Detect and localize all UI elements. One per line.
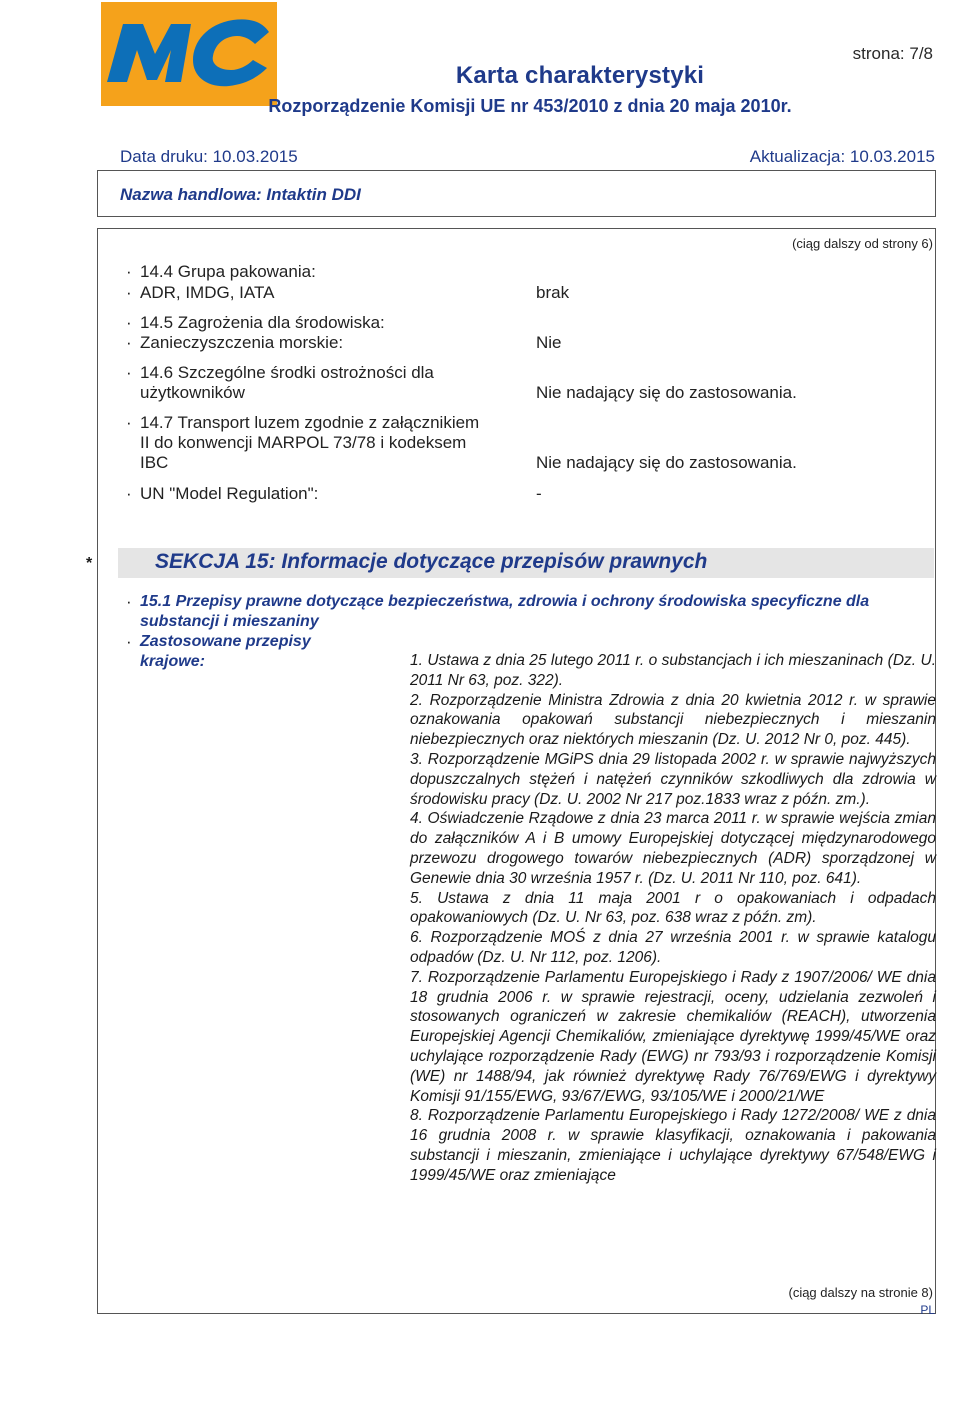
print-date: Data druku: 10.03.2015 [120,147,298,166]
environment-heading: 14.5 Zagrożenia dla środowiska: [140,313,385,332]
bullet-dot: · [126,333,132,352]
packing-group-value: brak [536,283,570,302]
page-number: strona: 7/8 [852,44,933,63]
regulation-item: 3. Rozporządzenie MGiPS dnia 29 listopada 2002 r. w sprawie najwyższych dopuszczalnych stężeń i natężeń czynników szkodliwych dla zdrowia w środowisku pracy (Dz. U. 2002 Nr 217 poz.1833 wraz z późn. zm.). [410,750,936,808]
packing-group-heading: 14.4 Grupa pakowania: [140,262,316,281]
language-code: PL [920,1303,935,1317]
bullet-dot: · [126,484,132,503]
special-precautions-label-cont: użytkowników [140,383,245,402]
trade-name: Nazwa handlowa: Intaktin DDI [120,185,361,204]
bullet-dot: · [126,363,132,382]
regulation-item: 4. Oświadczenie Rządowe z dnia 23 marca 2011 r. w sprawie wejścia zmian do załączników A i B umowy Europejskiej dotyczącej międzynarodowego przewozu drogowego towarów niebezpiecznych (ADR) sporządzonej w Genewie dnia 30 września 1957 r. (Dz. U. 2011 Nr 110, poz. 641). [410,810,936,887]
mc-logo-icon [101,2,277,106]
company-logo [101,2,277,106]
continuation-from: (ciąg dalszy od strony 6) [792,236,933,251]
bullet-dot: · [126,632,132,651]
regulation-item: 1. Ustawa z dnia 25 lutego 2011 r. o substancjach i ich mieszaninach (Dz. U. 2011 Nr 63, poz. 322). [410,652,936,689]
bullet-dot: · [126,262,132,281]
bullet-dot: · [126,283,132,302]
applied-regulations-label [140,632,390,672]
regulation-item: 2. Rozporządzenie Ministra Zdrowia z dnia 20 kwietnia 2012 r. w sprawie oznakowania opakowań substancji niebezpiecznych i mieszanin niebezpiecznych oraz niektórych mieszanin (Dz. U. 2012 Nr 0, poz. 445). [410,691,936,749]
section-15-title: SEKCJA 15: Informacje dotyczące przepisów prawnych [155,550,708,573]
marine-pollutant-label: Zanieczyszczenia morskie: [140,333,344,352]
regulation-item: 7. Rozporządzenie Parlamentu Europejskiego i Rady z 1907/2006/ WE dnia 18 grudnia 2006 r. w sprawie rejestracji, oceny, udzielania zezwoleń i stosowanych ograniczeń w zakresie chemikaliów (REACH), utworzenia Europejskiej Agencji Chemikaliów, zmieniające dyrektywę 1999/45/WE oraz uchylające rozporządzenie Rady (EWG) nr 793/93 i rozporządzenie Komisji (WE) nr 1488/94, jak również dyrektywę Rady 76/769/EWG i dyrektywy Komisji 91/155/EWG, 93/67/EWG, 93/105/WE i 2000/21/WE [410,968,936,1105]
special-precautions-label: 14.6 Szczególne środki ostrożności dla [140,363,434,382]
continuation-to: (ciąg dalszy na stronie 8) [788,1285,933,1300]
regulation-reference: Rozporządzenie Komisji UE nr 453/2010 z dnia 20 maja 2010r. [268,96,792,116]
applied-regulations-label-line1: Zastosowane przepisy [140,633,311,650]
regulation-item: 6. Rozporządzenie MOŚ z dnia 27 września 2001 r. w sprawie katalogu odpadów (Dz. U. Nr 112, poz. 1206). [410,929,936,966]
regulation-item: 8. Rozporządzenie Parlamentu Europejskiego i Rady 1272/2008/ WE z dnia 16 grudnia 2008 r. w sprawie klasyfikacji, oznakowania i pakowania substancji i mieszanin, zmieniające i uchylające dyrektywy 67/548/EWG i 1999/45/WE oraz zmieniające [410,1107,936,1184]
un-model-regulation-value: - [536,484,542,503]
applied-regulations-label-line2: krajowe: [140,653,205,670]
changed-marker: * [86,555,93,572]
update-date: Aktualizacja: 10.03.2015 [749,147,935,166]
bulk-transport-value: Nie nadający się do zastosowania. [536,453,797,472]
subsection-15-1-heading: 15.1 Przepisy prawne dotyczące bezpieczeństwa, zdrowia i ochrony środowiska specyficzne dla substancji i mieszaniny [140,593,870,630]
un-model-regulation-label: UN "Model Regulation": [140,484,319,503]
marine-pollutant-value: Nie [536,333,562,352]
bullet-dot: · [126,313,132,332]
document-title: Karta charakterystyki [455,62,705,89]
special-precautions-value: Nie nadający się do zastosowania. [536,383,797,402]
bulk-transport-label: 14.7 Transport luzem zgodnie z załącznikiem [140,413,480,432]
bulk-transport-label-cont: II do konwencji MARPOL 73/78 i kodeksem [140,433,467,452]
national-regulations-list [410,651,936,1186]
regulation-item: 5. Ustawa z dnia 11 maja 2001 r o opakowaniach i odpadach opakowaniowych (Dz. U. Nr 63, poz. 638 wraz z późn. zm). [410,889,936,927]
packing-group-label: ADR, IMDG, IATA [140,283,275,302]
bullet-dot: · [126,413,132,432]
bulk-transport-label-cont2: IBC [140,453,169,472]
bullet-dot: · [126,592,132,611]
